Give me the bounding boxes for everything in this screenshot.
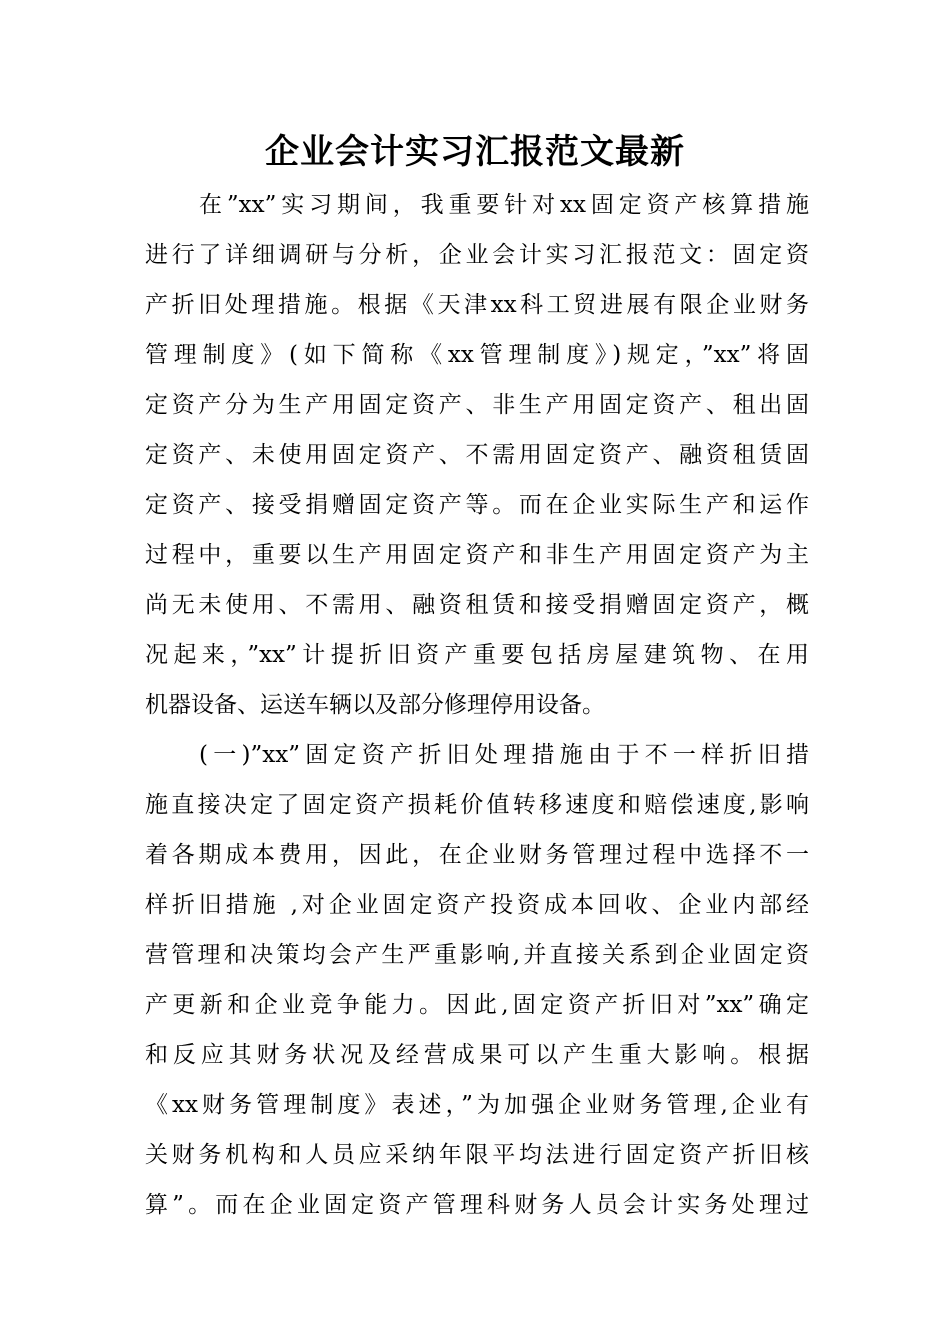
paragraph-2-line-7: 和反应其财务状况及经营成果可以产生重大影响。根据	[145, 1042, 809, 1068]
paragraph-1-line-7: 定资产、接受捐赠固定资产等。而在企业实际生产和运作	[145, 492, 809, 518]
paragraph-2-line-1: (一)”xx”固定资产折旧处理措施由于不一样折旧措	[199, 742, 809, 768]
document-title: 企业会计实习汇报范文最新	[265, 132, 685, 172]
document-body	[0, 180, 950, 1220]
paragraph-1-line-11: 机器设备、运送车辆以及部分修理停用设备。	[145, 692, 605, 718]
paragraph-2-line-2: 施直接决定了固定资产损耗价值转移速度和赔偿速度,影响	[145, 792, 809, 818]
paragraph-1-line-9: 尚无未使用、不需用、融资租赁和接受捐赠固定资产，概	[145, 592, 809, 618]
paragraph-1-line-1: 在”xx”实习期间，我重要针对xx固定资产核算措施	[199, 192, 809, 218]
paragraph-2-line-8: 《xx财务管理制度》表述，”为加强企业财务管理,企业有	[145, 1092, 809, 1118]
paragraph-1-line-3: 产折旧处理措施。根据《天津xx科工贸进展有限企业财务	[145, 292, 809, 318]
paragraph-2-line-4: 样折旧措施 ,对企业固定资产投资成本回收、企业内部经	[145, 892, 809, 918]
paragraph-2-line-9: 关财务机构和人员应采纳年限平均法进行固定资产折旧核	[145, 1142, 809, 1168]
paragraph-1-line-8: 过程中，重要以生产用固定资产和非生产用固定资产为主	[145, 542, 809, 568]
paragraph-2-line-5: 营管理和决策均会产生严重影响,并直接关系到企业固定资	[145, 942, 809, 968]
paragraph-2-line-6: 产更新和企业竞争能力。因此,固定资产折旧对”xx”确定	[145, 992, 809, 1018]
paragraph-1-line-6: 定资产、未使用固定资产、不需用固定资产、融资租赁固	[145, 442, 809, 468]
paragraph-2-line-3: 着各期成本费用，因此，在企业财务管理过程中选择不一	[145, 842, 809, 868]
paragraph-1-line-4: 管理制度》(如下简称《xx管理制度》)规定，”xx”将固	[145, 342, 809, 368]
paragraph-1-line-10: 况起来，”xx”计提折旧资产重要包括房屋建筑物、在用	[145, 642, 809, 668]
paragraph-2-line-10: 算”。而在企业固定资产管理科财务人员会计实务处理过	[145, 1192, 809, 1218]
paragraph-1-line-5: 定资产分为生产用固定资产、非生产用固定资产、租出固	[145, 392, 809, 418]
paragraph-1-line-2: 进行了详细调研与分析，企业会计实习汇报范文：固定资	[145, 242, 809, 268]
